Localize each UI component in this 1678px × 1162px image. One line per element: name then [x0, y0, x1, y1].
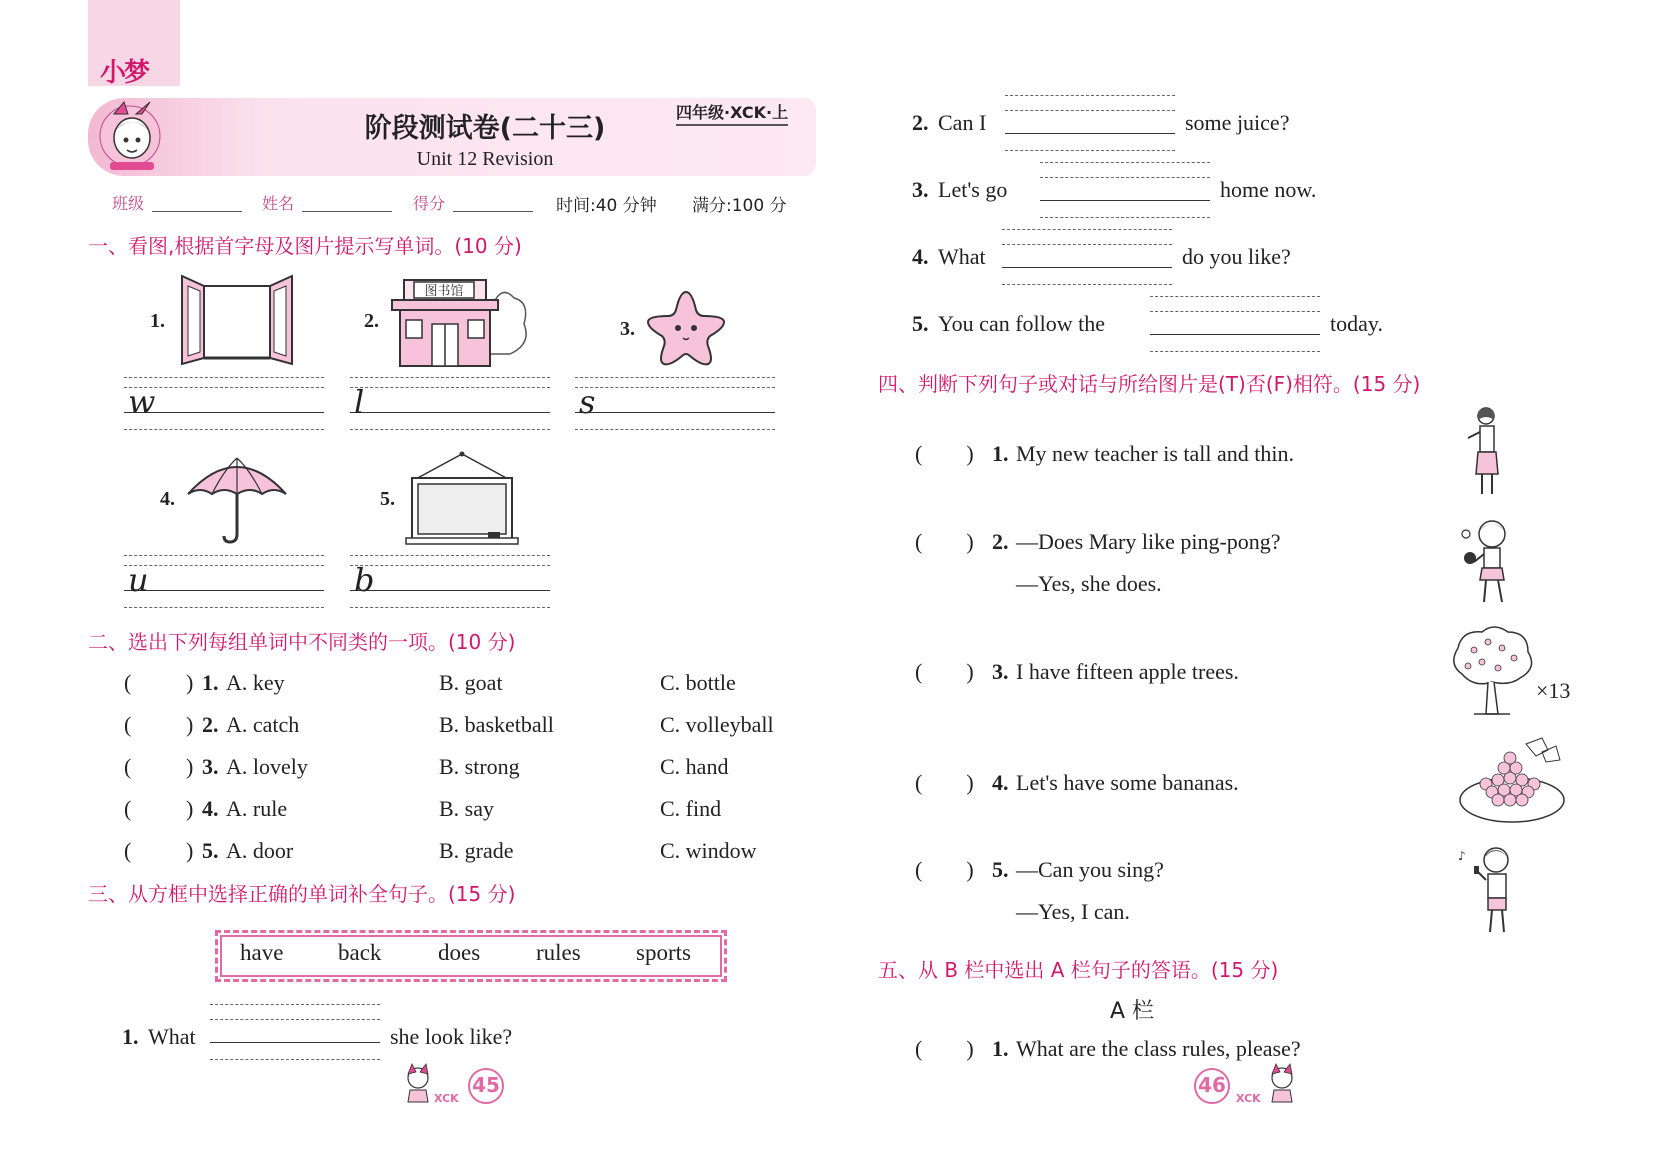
- writing-lines-1[interactable]: [124, 377, 324, 433]
- sentence-number: 3.: [912, 177, 929, 202]
- answer-paren[interactable]: ( ): [915, 770, 974, 795]
- option-b: B. basketball: [439, 712, 554, 737]
- apple-tree-icon: [1448, 624, 1534, 720]
- sentence-before: What: [938, 244, 986, 269]
- statement-line1: I have fifteen apple trees.: [1016, 659, 1239, 684]
- answer-paren-open[interactable]: (: [124, 796, 132, 821]
- blackboard-icon: [404, 450, 520, 546]
- item-number: 5.: [380, 488, 395, 510]
- word-bank-item: sports: [636, 940, 691, 965]
- choice-row: [120, 796, 800, 826]
- section4-heading: 四、判断下列句子或对话与所给图片是(T)否(F)相符。(15 分): [878, 372, 1421, 396]
- ping-pong-girl-icon: [1456, 514, 1522, 608]
- teacher-icon: [1458, 404, 1512, 500]
- answer-paren[interactable]: ( ): [915, 529, 974, 554]
- page-number-right: 46: [1194, 1068, 1230, 1104]
- answer-paren-close: ): [186, 670, 194, 695]
- hint-letter: w: [128, 383, 156, 421]
- word-bank-item: back: [338, 940, 382, 965]
- name-label: 姓名: [262, 194, 295, 213]
- class-label: 班级: [112, 194, 145, 213]
- mascot-footer-icon: [402, 1062, 434, 1104]
- answer-paren-open[interactable]: (: [124, 712, 132, 737]
- statement-line1: Let's have some bananas.: [1016, 770, 1239, 795]
- writing-lines-2[interactable]: [350, 377, 550, 433]
- answer-paren-close: ): [186, 754, 194, 779]
- library-sign: 图书馆: [424, 284, 464, 299]
- answer-paren-open[interactable]: (: [124, 754, 132, 779]
- class-field[interactable]: [152, 196, 242, 212]
- sentence-before: You can follow the: [938, 311, 1106, 336]
- choice-row: [120, 838, 800, 868]
- page-number-left: 45: [468, 1068, 504, 1104]
- sentence-number: 2.: [912, 110, 929, 135]
- answer-paren-close: ): [186, 838, 194, 863]
- sentence-after: home now.: [1220, 177, 1317, 202]
- page-subtitle: Unit 12 Revision: [416, 148, 554, 170]
- sentence-after: she look like?: [390, 1024, 513, 1049]
- item-number: 3.: [992, 659, 1009, 684]
- item-number: 2.: [992, 529, 1009, 554]
- sentence-number: 1.: [122, 1024, 139, 1049]
- section1-heading: 一、看图,根据首字母及图片提示写单词。(10 分): [88, 234, 522, 258]
- word-bank-item: rules: [536, 940, 581, 965]
- hint-letter: l: [354, 383, 365, 421]
- option-b: B. strong: [439, 754, 520, 779]
- answer-paren-close: ): [186, 796, 194, 821]
- sentence-before: Let's go: [938, 177, 1008, 202]
- mascot-girl-icon: [92, 92, 172, 176]
- option-a: A. lovely: [226, 754, 308, 779]
- option-a: A. rule: [226, 796, 288, 821]
- item-number: 4.: [160, 488, 175, 510]
- hint-letter: b: [354, 561, 375, 599]
- question-number: 1.: [202, 670, 219, 695]
- column-a-title: A 栏: [1110, 999, 1155, 1024]
- word-bank-item: have: [240, 940, 284, 965]
- item-number: 2.: [364, 310, 379, 332]
- statement-line1: —Does Mary like ping-pong?: [1016, 529, 1281, 554]
- item-number: 5.: [992, 857, 1009, 882]
- writing-lines-4[interactable]: [124, 555, 324, 611]
- library-icon: [390, 272, 538, 370]
- hint-letter: u: [128, 561, 149, 599]
- score-label: 得分: [413, 194, 446, 213]
- window-icon: [178, 274, 296, 368]
- full-score: 满分:100 分: [692, 196, 787, 216]
- question-number: 3.: [202, 754, 219, 779]
- option-c: C. volleyball: [660, 712, 774, 737]
- time-limit: 时间:40 分钟: [556, 196, 657, 216]
- mascot-footer-icon: [1266, 1062, 1298, 1104]
- answer-paren[interactable]: ( ): [915, 1036, 974, 1061]
- item-number: 4.: [992, 770, 1009, 795]
- option-c: C. window: [660, 838, 757, 863]
- tree-count-label: ×13: [1536, 678, 1571, 703]
- statement-line2: —Yes, I can.: [1016, 899, 1130, 924]
- brand-logo: 小梦: [100, 58, 149, 88]
- section5-heading: 五、从 B 栏中选出 A 栏句子的答语。(15 分): [878, 958, 1279, 982]
- sentence-before: Can I: [938, 110, 987, 135]
- answer-blank[interactable]: [1150, 296, 1320, 360]
- question-text: What are the class rules, please?: [1016, 1036, 1301, 1061]
- star-icon: [644, 288, 728, 366]
- umbrella-icon: [184, 450, 290, 546]
- option-b: B. say: [439, 796, 494, 821]
- answer-blank[interactable]: [210, 1004, 380, 1068]
- item-number: 1.: [150, 310, 165, 332]
- option-a: A. catch: [226, 712, 300, 737]
- answer-paren-open[interactable]: (: [124, 838, 132, 863]
- sentence-before: What: [148, 1024, 196, 1049]
- statement-line2: —Yes, she does.: [1016, 571, 1162, 596]
- option-c: C. find: [660, 796, 722, 821]
- question-number: 2.: [202, 712, 219, 737]
- answer-paren-open[interactable]: (: [124, 670, 132, 695]
- choice-row: [120, 670, 800, 700]
- page-code: XCK: [1236, 1092, 1261, 1105]
- grapes-plate-icon: [1456, 734, 1568, 830]
- page-title: 阶段测试卷(二十三): [364, 113, 606, 144]
- option-b: B. goat: [439, 670, 503, 695]
- name-field[interactable]: [302, 196, 392, 212]
- hint-letter: s: [579, 383, 596, 421]
- statement-line1: My new teacher is tall and thin.: [1016, 441, 1294, 466]
- grade-badge: 四年级·XCK·上: [676, 100, 788, 126]
- answer-paren-close: ): [186, 712, 194, 737]
- answer-blank[interactable]: [1005, 95, 1175, 159]
- word-bank-item: does: [438, 940, 481, 965]
- section3-heading: 三、从方框中选择正确的单词补全句子。(15 分): [88, 882, 516, 906]
- option-a: A. door: [226, 838, 294, 863]
- item-number: 3.: [620, 318, 635, 340]
- answer-paren[interactable]: ( ): [915, 659, 974, 684]
- option-b: B. grade: [439, 838, 514, 863]
- statement-line1: —Can you sing?: [1016, 857, 1164, 882]
- section2-heading: 二、选出下列每组单词中不同类的一项。(10 分): [88, 630, 516, 654]
- writing-lines-3[interactable]: [575, 377, 775, 433]
- singing-boy-icon: [1456, 842, 1526, 938]
- option-c: C. bottle: [660, 670, 736, 695]
- question-number: 5.: [202, 838, 219, 863]
- score-field[interactable]: [453, 196, 533, 212]
- writing-lines-5[interactable]: [350, 555, 550, 611]
- item-number: 1.: [992, 441, 1009, 466]
- sentence-number: 5.: [912, 311, 929, 336]
- answer-paren[interactable]: ( ): [915, 857, 974, 882]
- page-code: XCK: [434, 1092, 459, 1105]
- sentence-after: some juice?: [1185, 110, 1290, 135]
- question-number: 4.: [202, 796, 219, 821]
- option-c: C. hand: [660, 754, 729, 779]
- svg-text:♪: ♪: [1458, 849, 1466, 863]
- option-a: A. key: [226, 670, 285, 695]
- sentence-number: 4.: [912, 244, 929, 269]
- answer-blank[interactable]: [1040, 162, 1210, 226]
- sentence-after: do you like?: [1182, 244, 1291, 269]
- choice-row: [120, 754, 800, 784]
- sentence-after: today.: [1330, 311, 1383, 336]
- item-number: 1.: [992, 1036, 1009, 1061]
- answer-blank[interactable]: [1002, 229, 1172, 293]
- choice-row: [120, 712, 800, 742]
- answer-paren[interactable]: ( ): [915, 441, 974, 466]
